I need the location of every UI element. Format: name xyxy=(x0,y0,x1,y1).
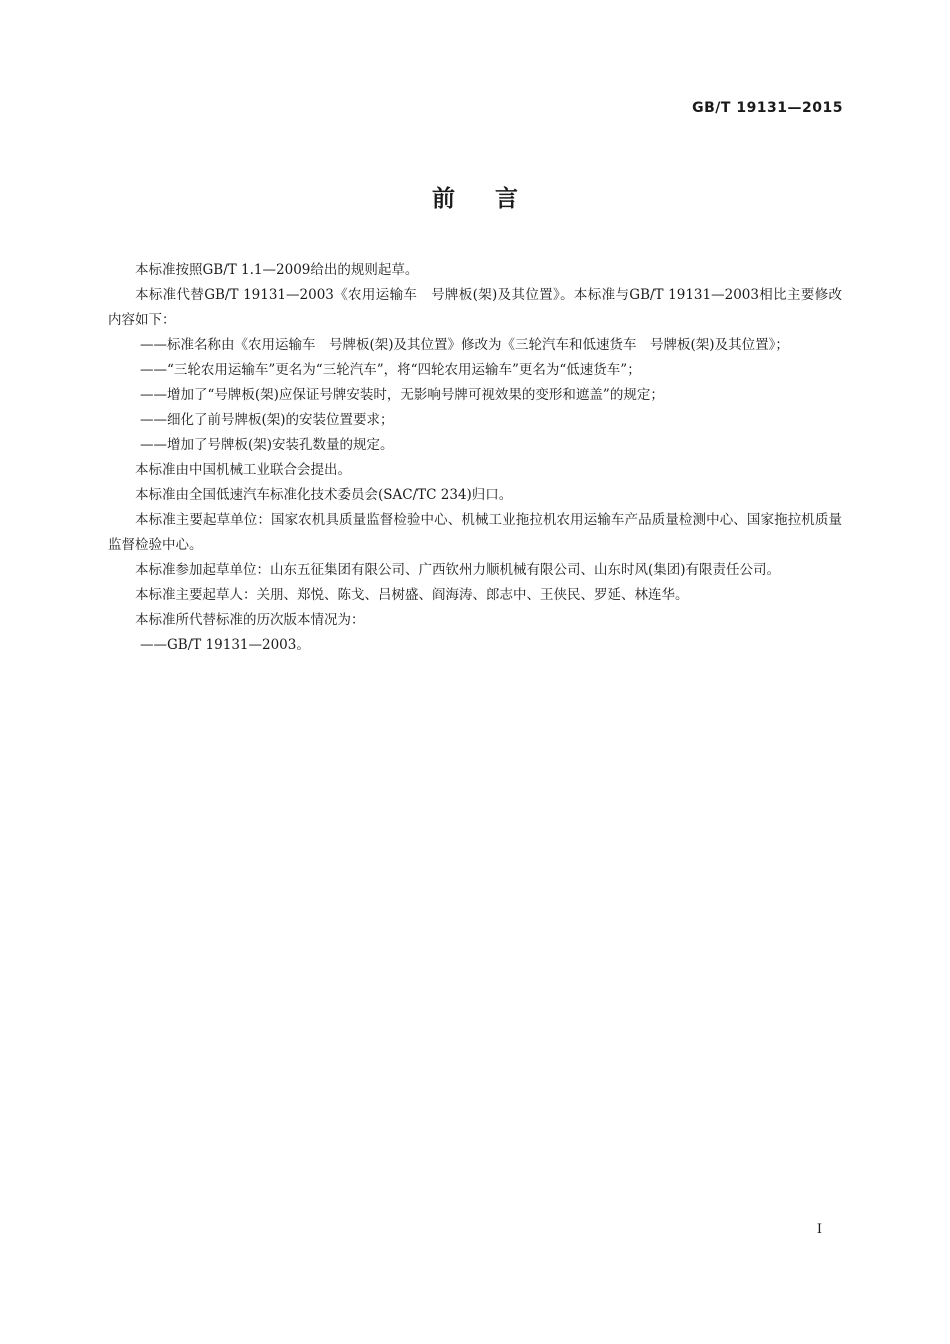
paragraph-replaces: 本标准代替GB/T 19131—2003《农用运输车 号牌板(架)及其位置》。本标准与GB/T 19131—2003相比主要修改内容如下： xyxy=(108,287,842,328)
previous-edition-item: ——GB/T 19131—2003。 xyxy=(140,637,310,653)
paragraph-main-drafters-units: 本标准主要起草单位：国家农机具质量监督检验中心、机械工业拖拉机农用运输车产品质量检测中心、国家拖拉机质量监督检验中心。 xyxy=(108,512,842,553)
standard-code: GB/T 19131—2015 xyxy=(692,100,843,116)
paragraph-previous-editions: 本标准所代替标准的历次版本情况为： xyxy=(135,612,365,628)
page-number: I xyxy=(816,1222,822,1237)
paragraph-proposed-by: 本标准由中国机械工业联合会提出。 xyxy=(135,462,351,478)
foreword-body xyxy=(108,258,842,658)
page-title: 前言 xyxy=(432,186,558,212)
change-item-deformation: ——增加了“号牌板(架)应保证号牌安装时，无影响号牌可视效果的变形和遮盖”的规定； xyxy=(140,387,664,403)
change-item-renamed: ——“三轮农用运输车”更名为“三轮汽车”，将“四轮农用运输车”更名为“低速货车”； xyxy=(140,362,641,378)
change-item-mounting-holes: ——增加了号牌板(架)安装孔数量的规定。 xyxy=(140,437,394,453)
paragraph-main-drafters: 本标准主要起草人：关朋、郑悦、陈戈、吕树盛、阎海涛、郎志中、王侠民、罗延、林连华。 xyxy=(135,587,689,603)
change-item-name: ——标准名称由《农用运输车 号牌板(架)及其位置》修改为《三轮汽车和低速货车 号牌板(架)及其位置》； xyxy=(140,337,789,353)
paragraph-under-jurisdiction: 本标准由全国低速汽车标准化技术委员会(SAC/TC 234)归口。 xyxy=(135,487,513,503)
change-item-front-position: ——细化了前号牌板(架)的安装位置要求； xyxy=(140,412,394,428)
paragraph-participating-units: 本标准参加起草单位：山东五征集团有限公司、广西钦州力顺机械有限公司、山东时风(集团)有限责任公司。 xyxy=(135,562,781,578)
paragraph-drafting-rules: 本标准按照GB/T 1.1—2009给出的规则起草。 xyxy=(135,262,419,278)
